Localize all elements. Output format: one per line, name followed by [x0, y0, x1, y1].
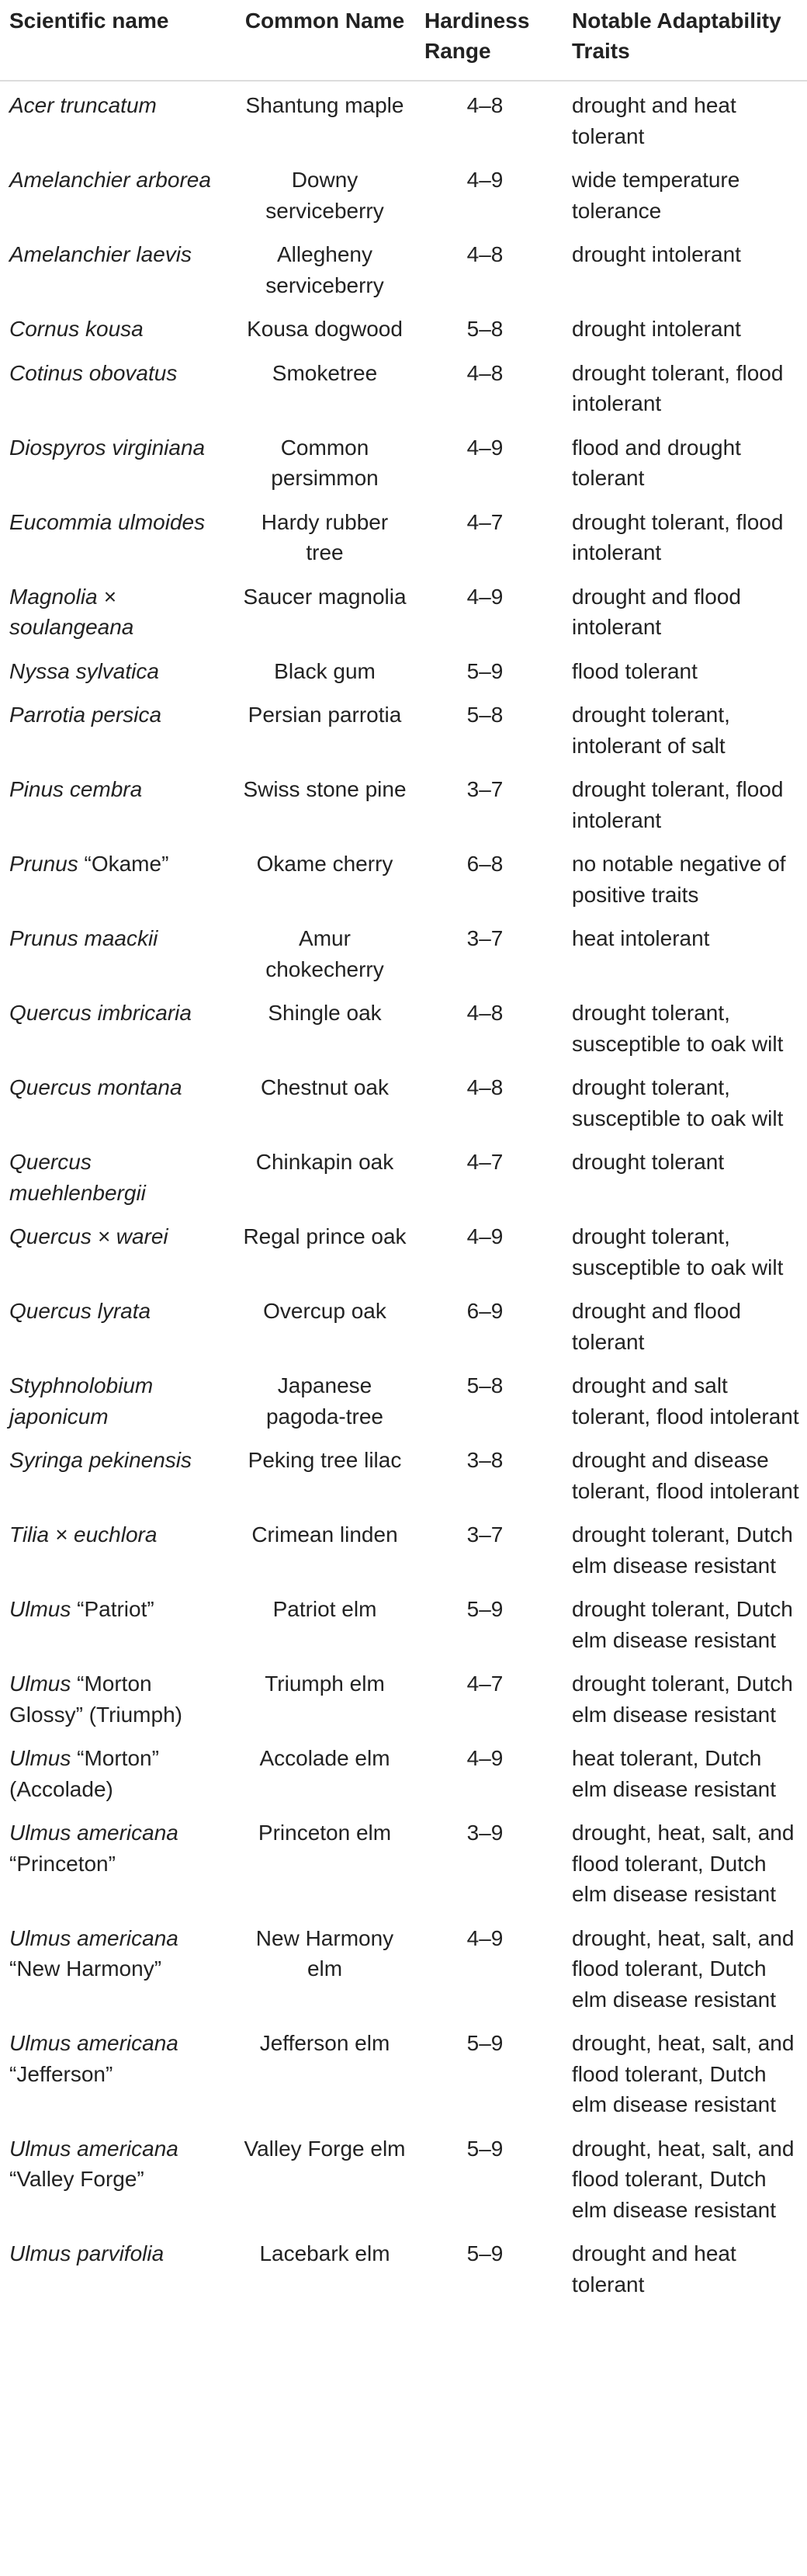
common-name-cell: Saucer magnolia	[243, 584, 407, 609]
scientific-name: Amelanchier arborea	[9, 168, 211, 192]
table-row	[0, 1511, 807, 1585]
adaptability-traits-cell: drought tolerant, flood intolerant	[572, 509, 784, 564]
common-name-cell: New Harmony elm	[255, 1925, 394, 1981]
scientific-name-cell	[0, 691, 233, 766]
scientific-name: Ulmus americana	[9, 1925, 178, 1950]
scientific-name: Eucommia ulmoides	[9, 509, 206, 534]
scientific-name: Acer truncatum	[9, 93, 157, 117]
table-row	[0, 1064, 807, 1138]
table-row	[0, 915, 807, 989]
hardiness-range-cell: 4–7	[466, 1672, 504, 1696]
common-name-cell: Hardy rubber tree	[261, 509, 389, 564]
hardiness-range-cell: 5–9	[466, 2031, 504, 2055]
table-row	[0, 81, 807, 156]
hardiness-range-cell: 4–7	[466, 1150, 504, 1174]
scientific-name-cell	[0, 1660, 233, 1734]
common-name-cell: Amur chokecherry	[265, 926, 384, 981]
table-row	[0, 1915, 807, 2020]
scientific-name-cell	[0, 1138, 233, 1213]
scientific-name: Quercus muehlenbergii	[9, 1150, 146, 1205]
scientific-name-cell	[0, 647, 233, 692]
scientific-name: Styphnolobium japonicum	[9, 1373, 154, 1429]
scientific-name-cell	[0, 1287, 233, 1362]
common-name-cell: Peking tree lilac	[248, 1448, 402, 1472]
adaptability-traits-cell: drought tolerant, susceptible to oak wilt	[572, 1075, 784, 1130]
table-row	[0, 691, 807, 766]
header-scientific-name: Scientific name	[0, 0, 233, 81]
scientific-name: Magnolia × soulangeana	[9, 584, 134, 639]
scientific-name-cell	[0, 231, 233, 305]
scientific-name-cell	[0, 840, 233, 915]
cultivar-name: “Morton Glossy” (Triumph)	[9, 1672, 182, 1727]
common-name-cell: Smoketree	[272, 360, 378, 385]
table-row	[0, 424, 807, 498]
scientific-name: Quercus lyrata	[9, 1299, 151, 1323]
table-row	[0, 1809, 807, 1915]
scientific-name: Diospyros virginiana	[9, 435, 206, 460]
adaptability-traits-cell: drought intolerant	[572, 317, 741, 341]
adaptability-traits-cell: flood tolerant	[572, 658, 698, 683]
common-name-cell: Black gum	[274, 658, 376, 683]
scientific-name: Ulmus	[9, 1597, 71, 1621]
common-name-cell: Princeton elm	[258, 1821, 392, 1845]
table-row	[0, 1436, 807, 1511]
scientific-name: Ulmus americana	[9, 2031, 178, 2055]
scientific-name-cell	[0, 424, 233, 498]
common-name-cell: Accolade elm	[259, 1746, 390, 1770]
scientific-name-cell	[0, 1734, 233, 1809]
scientific-name: Pinus cembra	[9, 777, 143, 801]
table-row	[0, 231, 807, 305]
scientific-name: Cotinus obovatus	[9, 360, 178, 385]
common-name-cell: Chinkapin oak	[255, 1150, 394, 1174]
adaptability-traits-cell: drought tolerant, susceptible to oak wilt	[572, 1224, 784, 1279]
scientific-name-cell	[0, 1915, 233, 2020]
hardiness-range-cell: 5–8	[466, 1373, 504, 1397]
adaptability-traits-cell: drought tolerant, flood intolerant	[572, 777, 784, 832]
common-name-cell: Japanese pagoda-tree	[265, 1373, 383, 1429]
table-row	[0, 573, 807, 647]
common-name-cell: Jefferson elm	[259, 2031, 390, 2055]
hardiness-range-cell: 5–8	[466, 317, 504, 341]
scientific-name: Ulmus	[9, 1672, 71, 1696]
adaptability-traits-cell: drought tolerant, intolerant of salt	[572, 703, 730, 758]
hardiness-range-cell: 5–9	[466, 1597, 504, 1621]
adaptability-traits-cell: drought and flood tolerant	[572, 1299, 741, 1354]
header-adaptability-traits: Notable Adaptability Traits	[553, 0, 807, 81]
scientific-name-cell	[0, 1511, 233, 1585]
scientific-name-cell	[0, 81, 233, 156]
scientific-name-cell	[0, 2019, 233, 2125]
scientific-name: Tilia × euchlora	[9, 1522, 158, 1547]
table-row	[0, 2019, 807, 2125]
table-row	[0, 989, 807, 1064]
scientific-name: Cornus kousa	[9, 317, 144, 341]
hardiness-range-cell: 3–7	[466, 1522, 504, 1547]
common-name-cell: Common persimmon	[271, 435, 379, 490]
scientific-name: Amelanchier laevis	[9, 242, 192, 266]
common-name-cell: Allegheny serviceberry	[265, 242, 384, 297]
common-name-cell: Shantung maple	[245, 93, 404, 117]
scientific-name: Ulmus	[9, 1746, 71, 1770]
table-row	[0, 766, 807, 840]
adaptability-traits-cell: drought, heat, salt, and flood tolerant, Dutch elm disease resistant	[572, 2136, 795, 2222]
common-name-cell: Kousa dogwood	[247, 317, 403, 341]
hardiness-range-cell: 4–8	[466, 242, 504, 266]
cultivar-name: “Valley Forge”	[9, 2167, 144, 2191]
adaptability-traits-cell: no notable negative of positive traits	[572, 852, 786, 907]
common-name-cell: Overcup oak	[263, 1299, 386, 1323]
scientific-name: Quercus imbricaria	[9, 1001, 192, 1025]
adaptability-traits-cell: flood and drought tolerant	[572, 435, 741, 490]
cultivar-name: “Princeton”	[9, 1851, 116, 1876]
table-row	[0, 2230, 807, 2304]
common-name-cell: Persian parrotia	[248, 703, 402, 727]
scientific-name-cell	[0, 1064, 233, 1138]
cultivar-name: “Morton” (Accolade)	[9, 1746, 159, 1801]
common-name-cell: Triumph elm	[265, 1672, 385, 1696]
hardiness-range-cell: 3–9	[466, 1821, 504, 1845]
scientific-name-cell	[0, 349, 233, 424]
scientific-name-cell	[0, 1809, 233, 1915]
adaptability-traits-cell: drought intolerant	[572, 242, 741, 266]
hardiness-range-cell: 5–9	[466, 2241, 504, 2265]
table-row	[0, 498, 807, 573]
hardiness-range-cell: 4–8	[466, 1001, 504, 1025]
cultivar-name: “Patriot”	[71, 1597, 154, 1621]
hardiness-range-cell: 4–7	[466, 509, 504, 534]
scientific-name: Ulmus parvifolia	[9, 2241, 165, 2265]
common-name-cell: Patriot elm	[272, 1597, 377, 1621]
hardiness-range-cell: 4–8	[466, 1075, 504, 1099]
scientific-name: Ulmus americana	[9, 1821, 178, 1845]
adaptability-traits-cell: drought and disease tolerant, flood intolerant	[572, 1448, 799, 1503]
table-row	[0, 1138, 807, 1213]
adaptability-traits-cell: drought and flood intolerant	[572, 584, 741, 639]
adaptability-traits-cell: drought tolerant, Dutch elm disease resistant	[572, 1522, 793, 1578]
cultivar-name: “Jefferson”	[9, 2061, 113, 2086]
hardiness-range-cell: 6–8	[466, 852, 504, 876]
hardiness-range-cell: 4–9	[466, 1925, 504, 1950]
adaptability-traits-cell: drought and salt tolerant, flood intolerant	[572, 1373, 799, 1429]
common-name-cell: Lacebark elm	[259, 2241, 390, 2265]
cultivar-name: “Okame”	[78, 852, 169, 876]
adaptability-traits-cell: drought and heat tolerant	[572, 93, 736, 148]
common-name-cell: Okame cherry	[256, 852, 393, 876]
table-row	[0, 349, 807, 424]
adaptability-traits-cell: heat tolerant, Dutch elm disease resistant	[572, 1746, 777, 1801]
adaptability-traits-cell: drought and heat tolerant	[572, 2241, 736, 2297]
hardiness-range-cell: 4–9	[466, 584, 504, 609]
hardiness-range-cell: 5–9	[466, 2136, 504, 2161]
adaptability-traits-cell: wide temperature tolerance	[572, 168, 740, 223]
header-common-name: Common Name	[233, 0, 415, 81]
header-hardiness-range: Hardiness Range	[415, 0, 553, 81]
hardiness-range-cell: 4–9	[466, 168, 504, 192]
common-name-cell: Chestnut oak	[261, 1075, 389, 1099]
scientific-name-cell	[0, 1213, 233, 1287]
adaptability-traits-cell: drought tolerant, Dutch elm disease resistant	[572, 1597, 793, 1652]
hardiness-range-cell: 3–7	[466, 777, 504, 801]
adaptability-traits-cell: drought tolerant, flood intolerant	[572, 360, 784, 415]
hardiness-range-cell: 4–9	[466, 1746, 504, 1770]
scientific-name-cell	[0, 915, 233, 989]
scientific-name-cell	[0, 2230, 233, 2304]
table-row	[0, 1585, 807, 1660]
scientific-name-cell	[0, 498, 233, 573]
scientific-name: Syringa pekinensis	[9, 1448, 192, 1472]
common-name-cell: Swiss stone pine	[243, 777, 407, 801]
scientific-name-cell	[0, 1585, 233, 1660]
hardiness-range-cell: 4–9	[466, 1224, 504, 1248]
common-name-cell: Crimean linden	[251, 1522, 398, 1547]
table-header-row	[0, 0, 807, 81]
scientific-name: Prunus maackii	[9, 926, 158, 950]
hardiness-range-cell: 3–7	[466, 926, 504, 950]
hardiness-range-cell: 5–9	[466, 658, 504, 683]
common-name-cell: Shingle oak	[268, 1001, 382, 1025]
scientific-name-cell	[0, 1362, 233, 1436]
table-row	[0, 1734, 807, 1809]
hardiness-range-cell: 4–8	[466, 93, 504, 117]
common-name-cell: Valley Forge elm	[244, 2136, 406, 2161]
scientific-name-cell	[0, 989, 233, 1064]
scientific-name-cell	[0, 1436, 233, 1511]
table-row	[0, 840, 807, 915]
adaptability-traits-cell: drought, heat, salt, and flood tolerant, Dutch elm disease resistant	[572, 1925, 795, 2012]
scientific-name-cell	[0, 766, 233, 840]
scientific-name: Nyssa sylvatica	[9, 658, 159, 683]
hardiness-range-cell: 5–8	[466, 703, 504, 727]
table-row	[0, 1660, 807, 1734]
table-row	[0, 156, 807, 231]
scientific-name-cell	[0, 573, 233, 647]
scientific-name: Quercus montana	[9, 1075, 182, 1099]
adaptability-traits-cell: heat intolerant	[572, 926, 710, 950]
hardiness-range-cell: 6–9	[466, 1299, 504, 1323]
scientific-name: Quercus × warei	[9, 1224, 168, 1248]
cultivar-name: “New Harmony”	[9, 1956, 162, 1981]
scientific-name-cell	[0, 156, 233, 231]
table-row	[0, 305, 807, 349]
adaptability-traits-cell: drought, heat, salt, and flood tolerant, Dutch elm disease resistant	[572, 2031, 795, 2116]
hardiness-range-cell: 4–8	[466, 360, 504, 385]
scientific-name: Ulmus americana	[9, 2136, 178, 2161]
scientific-name: Prunus	[9, 852, 78, 876]
hardiness-range-cell: 4–9	[466, 435, 504, 460]
adaptability-traits-cell: drought, heat, salt, and flood tolerant, Dutch elm disease resistant	[572, 1821, 795, 1906]
table-row	[0, 647, 807, 692]
adaptability-traits-cell: drought tolerant, Dutch elm disease resistant	[572, 1672, 793, 1727]
scientific-name-cell	[0, 305, 233, 349]
adaptability-traits-cell: drought tolerant, susceptible to oak wilt	[572, 1001, 784, 1056]
table-row	[0, 1287, 807, 1362]
adaptability-traits-cell: drought tolerant	[572, 1150, 725, 1174]
hardiness-range-cell: 3–8	[466, 1448, 504, 1472]
table-row	[0, 2125, 807, 2231]
common-name-cell: Downy serviceberry	[265, 168, 384, 223]
table-row	[0, 1213, 807, 1287]
scientific-name-cell	[0, 2125, 233, 2231]
scientific-name: Parrotia persica	[9, 703, 162, 727]
common-name-cell: Regal prince oak	[243, 1224, 407, 1248]
table-row	[0, 1362, 807, 1436]
